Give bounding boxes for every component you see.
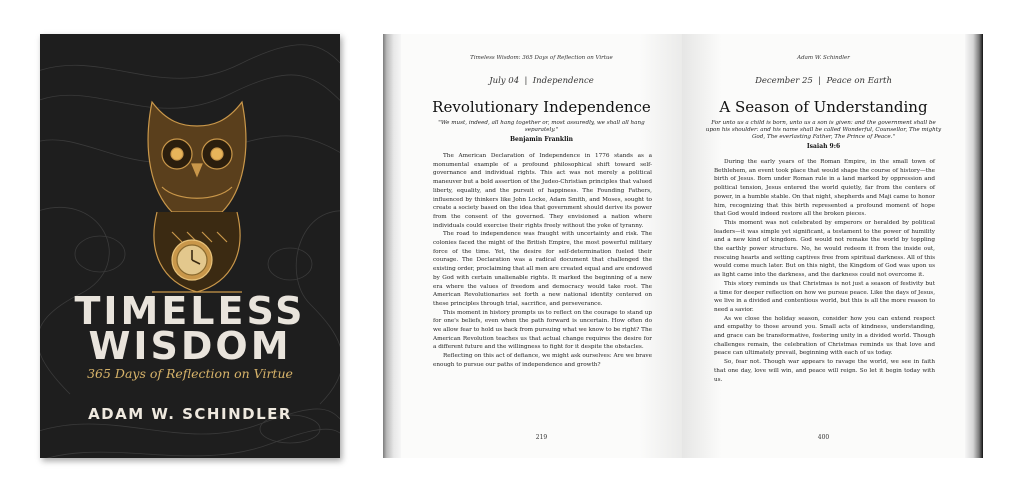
- owl-with-clock-icon: [132, 92, 262, 304]
- running-head-right: Adam W. Schindler: [797, 55, 850, 61]
- epigraph-source-right: Isaiah 9:6: [806, 143, 841, 150]
- page-number-right: 400: [817, 434, 830, 441]
- paragraph: The road to independence was fraught with uncertainty and risk. The colonies faced the might of the British Empire, the most powerful military force of the time. Yet, the desire for self-determination fueled their courage. The Declaration was a radical document that challenged the existing order, proclaiming that all men are created equal and are endowed by God with certain unalienable rights. It marked the beginning of a new era where the values of freedom and democracy would take root. The American Revolutionaries set forth a new national identity centered on these principles through trial, sacrifice, and perseverance.: [433, 231, 652, 307]
- paragraph: Reflecting on this act of defiance, we might ask ourselves: Are we brave enough to pursue our paths of independence and growth?: [433, 353, 652, 368]
- page-number-left: 219: [535, 434, 548, 441]
- running-head-left: Timeless Wisdom: 365 Days of Reflection on Virtue: [470, 55, 613, 61]
- paragraph: This moment in history prompts us to reflect on the courage to stand up for one's beliefs, even when the path forward is uncertain. How often do we allow fear to hold us back from pursuing what we know to be right? The American Revolution teaches us that actual change requires the desire for a different future and the willingness to fight for it despite the obstacles.: [433, 309, 652, 351]
- paragraph: During the early years of the Roman Empire, in the small town of Bethlehem, an event took place that would shape the course of history—the birth of Jesus. Born under Roman rule in a land marked by oppression and political tension, Jesus entered the world quietly, far from the centers of power, in a humble stable. On that night, shepherds and Maji came to honor him, recognizing that this birth represented a profound moment of hope that God would indeed restore all the broken pieces.: [714, 159, 935, 218]
- entry-theme: Peace on Earth: [826, 76, 892, 86]
- cover-title-line-1: TIMELESS: [74, 289, 306, 333]
- cover-author: ADAM W. SCHINDLER: [88, 405, 292, 423]
- entry-date-right: December 25 | Peace on Earth: [755, 76, 892, 86]
- cover-title-line-2: WISDOM: [88, 324, 292, 368]
- paragraph: This moment was not celebrated by emperors or heralded by political leaders—it was simple yet significant, a testament to the power of humility and a new kind of kingdom. God would not remake the world by toppling the earthly power structure. No, he would redeem it from the inside out, rescuing hearts and setting captives free from spiritual darkness. All of this would come much later. But on this night, the Kingdom of God was upon us as light came into the darkness, and the darkness could not overcome it.: [714, 219, 935, 279]
- epigraph-source-left: Benjamin Franklin: [509, 136, 574, 143]
- paragraph: The American Declaration of Independence in 1776 stands as a monumental example of a profound philosophical shift toward self-governance and individual rights. This act was not merely a political maneuver but a bold assertion of the Judeo-Christian principles that valued liberty, equality, and the pursuit of happiness. The Founding Fathers, influenced by thinkers like John Locke, Adam Smith, and Moses, sought to create a society based on the idea that government should derive its power from the consent of the governed. They envisioned a nation where individuals could exercise their rights freely without the yoke of tyranny.: [433, 153, 652, 229]
- entry-title-left: Revolutionary Independence: [432, 98, 651, 116]
- book-cover: [40, 34, 340, 458]
- paragraph: This story reminds us that Christmas is not just a season of festivity but a time for deeper reflection on how we pursue peace. Like the days of Jesus, we live in a divided and contentious world, but this is all the more reason to need a savior.: [714, 280, 935, 313]
- entry-date: December 25: [755, 76, 813, 86]
- entry-title-right: A Season of Understanding: [719, 98, 928, 116]
- page-edges-left: [383, 34, 401, 458]
- right-page: [682, 34, 965, 458]
- cover-subtitle: 365 Days of Reflection on Virtue: [87, 366, 293, 381]
- entry-theme: Independence: [532, 76, 594, 86]
- page-edges-right: [965, 34, 983, 458]
- body-text-right: [714, 158, 935, 384]
- open-book-spread: [383, 34, 983, 458]
- left-page: [401, 34, 682, 458]
- paragraph: As we close the holiday season, consider how you can extend respect and empathy to those around you. Small acts of kindness, understanding, and grace can be transformative, fostering unity in a divided world. Though challenges remain, the celebration of Christmas reminds us that love and peace can ultimately prevail, beginning with each of us today.: [714, 315, 935, 357]
- paragraph: So, fear not. Though war appears to ravage the world, we see in faith that one day, love will win, and peace will reign. So let it begin today with us.: [714, 359, 935, 383]
- epigraph-quote-right: For unto us a child is born, unto us a son is given: and the government shall be upon his shoulder: and his name shall be called Wonderful, Counsellor, The mighty God, The everlasting Father, The Prince of Peace.": [705, 120, 942, 140]
- entry-date: July 04: [489, 76, 520, 86]
- epigraph-quote-left: "We must, indeed, all hang together or, most assuredly, we shall all hang separately.": [438, 120, 645, 133]
- entry-date-left: July 04 | Independence: [489, 76, 594, 86]
- body-text-left: [433, 152, 652, 370]
